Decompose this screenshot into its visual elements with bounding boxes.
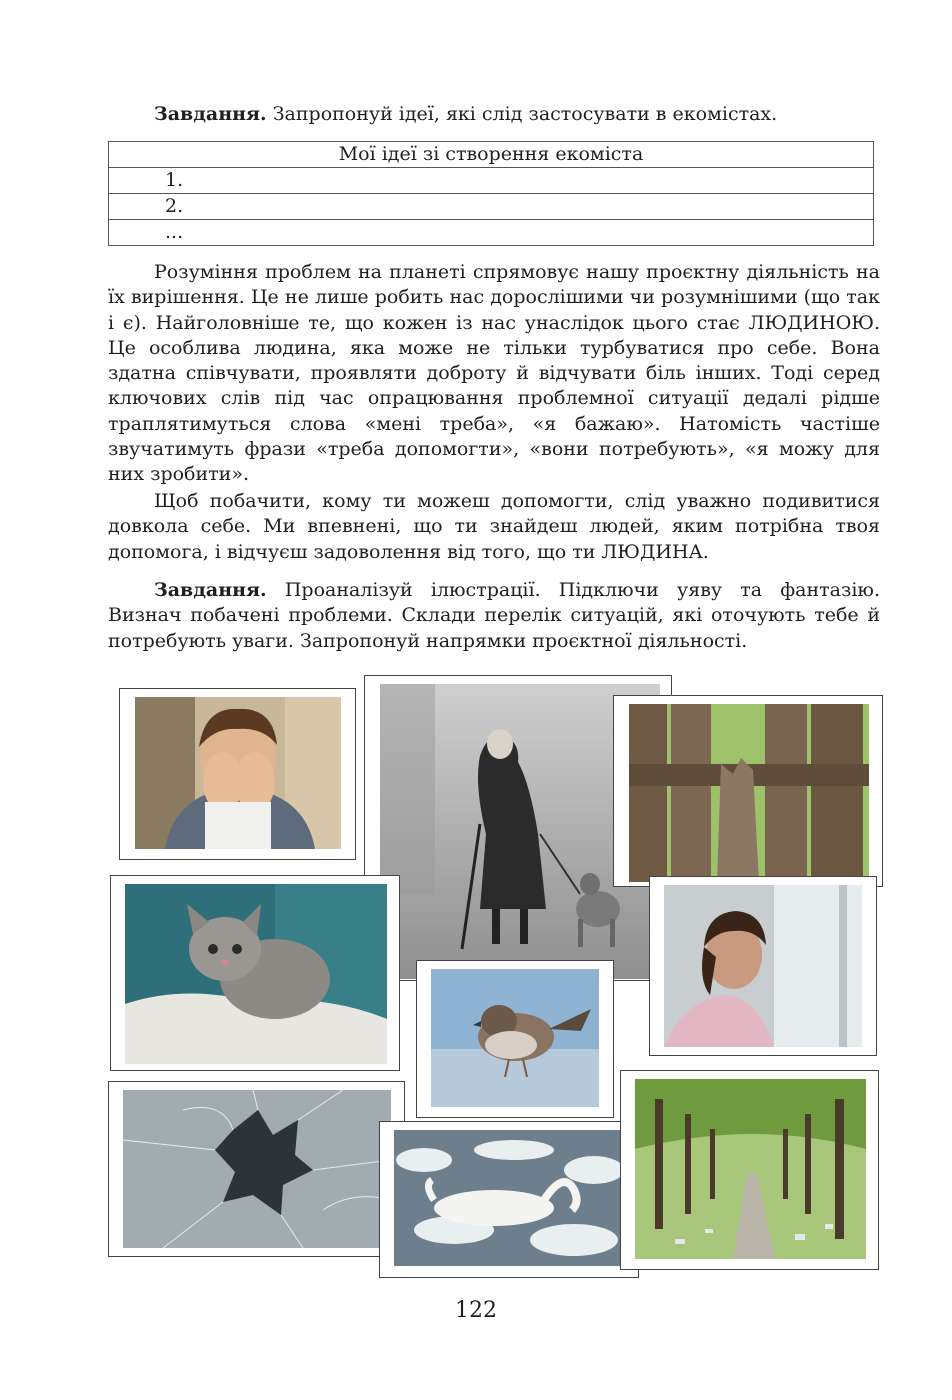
task-2 bbox=[108, 578, 880, 654]
photo-crying-boy bbox=[119, 688, 356, 860]
photo-sad-girl bbox=[649, 876, 877, 1056]
paragraph-1: Розуміння проблем на планеті спрямовує нашу проєктну діяльність на їх вирішення. Це не лише робить нас дорослішими чи розумнішими (що так і є). Найголовніше те, що кожен із нас унаслідок цього стає ЛЮДИНОЮ. Це особлива людина, яка може не тільки турбуватися про себе. Вона здатна співчувати, проявляти доброту й відчувати біль інших. Тоді серед ключових слів під час опрацювання проблемної ситуації дедалі рідше траплятимуться слова «мені треба», «я бажаю». Натомість частіше звучатимуть фрази «треба допомогти», «вони потребують», «я можу для них зробити». bbox=[108, 261, 880, 486]
page-number: 122 bbox=[455, 1298, 497, 1323]
photo-littered-alley bbox=[620, 1070, 879, 1270]
photo-broken-fence bbox=[613, 695, 883, 887]
broken-fence-image bbox=[629, 704, 869, 882]
kitten-image bbox=[125, 884, 387, 1064]
task-1-label: Завдання. bbox=[154, 103, 267, 125]
task-2-label: Завдання. bbox=[154, 579, 267, 601]
photo-broken-glass bbox=[108, 1081, 405, 1257]
sad-girl-image bbox=[664, 885, 862, 1047]
crying-boy-image bbox=[135, 697, 341, 849]
photo-kitten bbox=[110, 875, 400, 1071]
swan-ice-image bbox=[394, 1130, 626, 1266]
paragraph-2: Щоб побачити, кому ти можеш допомогти, слід уважно подивитися довкола себе. Ми впевнені, що ти знайдеш людей, яким потрібна твоя допомога, і відчуєш задоволення від того, що ти ЛЮДИНА. bbox=[108, 490, 880, 563]
ideas-table-row[interactable]: 2. bbox=[109, 194, 874, 220]
ideas-table bbox=[108, 141, 874, 246]
task-1-text: Запропонуй ідеї, які слід застосувати в екомістах. bbox=[266, 103, 778, 125]
littered-alley-image bbox=[635, 1079, 866, 1259]
task-2-text: Проаналізуй ілюстрації. Підключи уяву та фантазію. Визнач побачені проблеми. Склади перелік ситуацій, які оточують тебе й потребують уваги. Запропонуй напрямки проєктної діяльності. bbox=[108, 579, 880, 652]
ideas-table-row[interactable]: ... bbox=[109, 220, 874, 246]
sparrow-image bbox=[431, 969, 599, 1107]
photo-sparrow bbox=[416, 960, 614, 1118]
task-1 bbox=[108, 102, 880, 127]
ideas-table-header: Мої ідеї зі створення екоміста bbox=[109, 142, 874, 168]
broken-glass-image bbox=[123, 1090, 391, 1248]
photo-swan-ice bbox=[379, 1121, 639, 1278]
ideas-table-row[interactable]: 1. bbox=[109, 168, 874, 194]
